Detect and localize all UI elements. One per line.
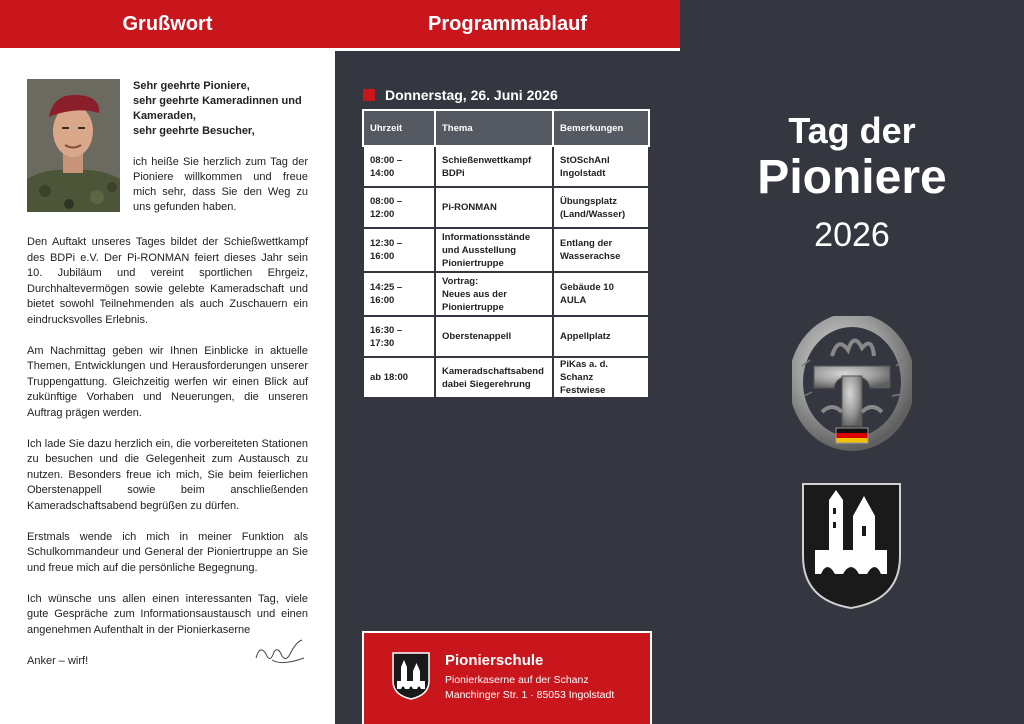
cover-title-line1: Tag der	[788, 110, 916, 151]
program-note-line: Appellplatz	[560, 331, 611, 342]
program-note-cell	[553, 272, 649, 316]
column-header-time: Uhrzeit	[363, 110, 435, 146]
salutation-line: Kameraden,	[133, 110, 196, 122]
program-header: Programmablauf	[335, 0, 680, 48]
program-time-cell: ab 18:00	[363, 357, 435, 398]
salutation-line: Sehr geehrte Pioniere,	[133, 80, 250, 92]
program-note-line: Entlang der	[560, 238, 613, 249]
program-table	[362, 109, 650, 399]
program-note-line: (Land/Wasser)	[560, 208, 626, 220]
salutation-line: sehr geehrte Besucher,	[133, 125, 255, 137]
program-topic-line: Pioniertruppe	[442, 257, 504, 269]
body-paragraph: Ich lade Sie dazu herzlich ein, die vorbereiteten Stationen zu besuchen und die Gelegenheit zum Austausch zu nutzen. Besonders freue ich mich, Sie beim feierlichen Oberstenappell sowie beim anschließenden Kameradschaftsabend begrüßen zu dürfen.	[27, 437, 308, 512]
greeting-body	[27, 235, 308, 685]
program-topic-line: Informationsstände	[442, 231, 531, 243]
program-topic-line: BDPi	[442, 167, 465, 179]
program-note-line: Gebäude 10	[560, 282, 614, 293]
bullet-square-icon	[363, 89, 375, 101]
program-day-label: Donnerstag, 26. Juni 2026	[385, 87, 558, 103]
school-address-line: Pionierkaserne auf der Schanz	[445, 674, 589, 686]
program-time-cell: 12:30 – 16:00	[363, 228, 435, 272]
body-paragraph: Anker – wirf!	[27, 654, 89, 667]
program-topic-cell	[435, 146, 553, 187]
program-divider	[335, 48, 680, 51]
greeting-intro: ich heiße Sie herzlich zum Tag der Pioniere willkommen und freue mich sehr, dass Sie den Weg zu uns gefunden haben.	[133, 156, 308, 213]
program-note-cell	[553, 187, 649, 228]
program-topic-cell	[435, 316, 553, 357]
body-paragraph: Erstmals wende ich mich in meiner Funktion als Schulkommandeur und General der Pioniertruppe an Sie und freue mich auf die persönliche Begegnung.	[27, 530, 308, 574]
program-note-line: Übungsplatz	[560, 195, 617, 207]
city-coat-of-arms-icon	[801, 482, 902, 610]
cover-year: 2026	[814, 216, 890, 254]
salutation-line: sehr geehrte Kameradinnen und	[133, 95, 302, 107]
program-time-cell: 14:25 – 16:00	[363, 272, 435, 316]
program-topic-line: und Ausstellung	[442, 244, 517, 256]
body-paragraph: Am Nachmittag geben wir Ihnen Einblicke in aktuelle Themen, Entwicklungen und Herausforderungen unserer Truppengattung. Gleichzeitig werfen wir einen Blick auf zukünftige Vorhaben und Neuerungen, die unseren Auftrag prägen werden.	[27, 344, 308, 419]
column-header-notes: Bemerkungen	[553, 110, 649, 146]
program-topic-line: Pioniertruppe	[442, 301, 504, 313]
program-note-line: Ingolstadt	[560, 167, 606, 179]
body-paragraph: Ich wünsche uns allen einen interessanten Tag, viele gute Gespräche zum Informationsaustausch und einen angenehmen Aufenthalt in der Pionierkaserne	[27, 592, 308, 636]
program-note-cell	[553, 146, 649, 187]
program-topic-line: Schießenwettkampf	[442, 154, 532, 166]
body-paragraph: Den Auftakt unseres Tages bildet der Schießwettkampf des BDPi e.V. Der Pi-RONMAN feiert dieses Jahr sein 10. Jubiläum und vereint sportlichen Ehrgeiz, Durchhaltevermögen sowie gelebte Kameradschaft und bietet sowohl Teilnehmenden als auch Zuschauern ein eindrucksvolles Erlebnis.	[27, 236, 308, 326]
program-topic-cell	[435, 187, 553, 228]
program-time-cell: 16:30 – 17:30	[363, 316, 435, 357]
program-note-line: Festwiese	[560, 385, 606, 396]
program-note-cell	[553, 316, 649, 357]
school-name: Pionierschule	[445, 652, 544, 669]
program-row	[363, 316, 649, 357]
pioneer-beret-badge-icon	[792, 316, 912, 451]
program-row	[363, 146, 649, 187]
school-address-line: Manchinger Str. 1 · 85053 Ingolstadt	[445, 689, 615, 701]
program-time-cell: 08:00 – 12:00	[363, 187, 435, 228]
program-topic-line: Oberstenappell	[442, 331, 512, 342]
program-topic-cell	[435, 357, 553, 398]
program-row	[363, 272, 649, 316]
program-note-line: AULA	[560, 295, 587, 306]
greeting-salutation	[133, 79, 308, 139]
school-footer-box	[362, 631, 652, 724]
program-topic-line: Neues aus der	[442, 288, 507, 300]
school-crest-icon	[391, 651, 431, 701]
program-row	[363, 187, 649, 228]
program-note-line: Wasserachse	[560, 251, 621, 262]
cover-title-line2: Pioniere	[757, 151, 947, 204]
column-header-topic: Thema	[435, 110, 553, 146]
program-note-cell	[553, 357, 649, 398]
general-portrait-photo	[27, 79, 120, 212]
program-note-cell	[553, 228, 649, 272]
program-topic-line: Vortrag:	[442, 275, 479, 287]
program-topic-cell	[435, 272, 553, 316]
program-topic-line: Kameradschaftsabend	[442, 365, 544, 377]
greeting-header: Grußwort	[0, 0, 335, 48]
program-time-cell: 08:00 – 14:00	[363, 146, 435, 187]
handwritten-signature	[252, 636, 308, 672]
program-day-title	[363, 87, 558, 103]
program-topic-line: Pi-RONMAN	[442, 202, 497, 213]
program-row	[363, 228, 649, 272]
program-topic-cell	[435, 228, 553, 272]
program-note-line: PiKas a. d. Schanz	[560, 359, 609, 383]
program-topic-line: dabei Siegerehrung	[442, 378, 531, 390]
program-note-line: StOSchAnl	[560, 154, 610, 166]
program-row	[363, 357, 649, 398]
